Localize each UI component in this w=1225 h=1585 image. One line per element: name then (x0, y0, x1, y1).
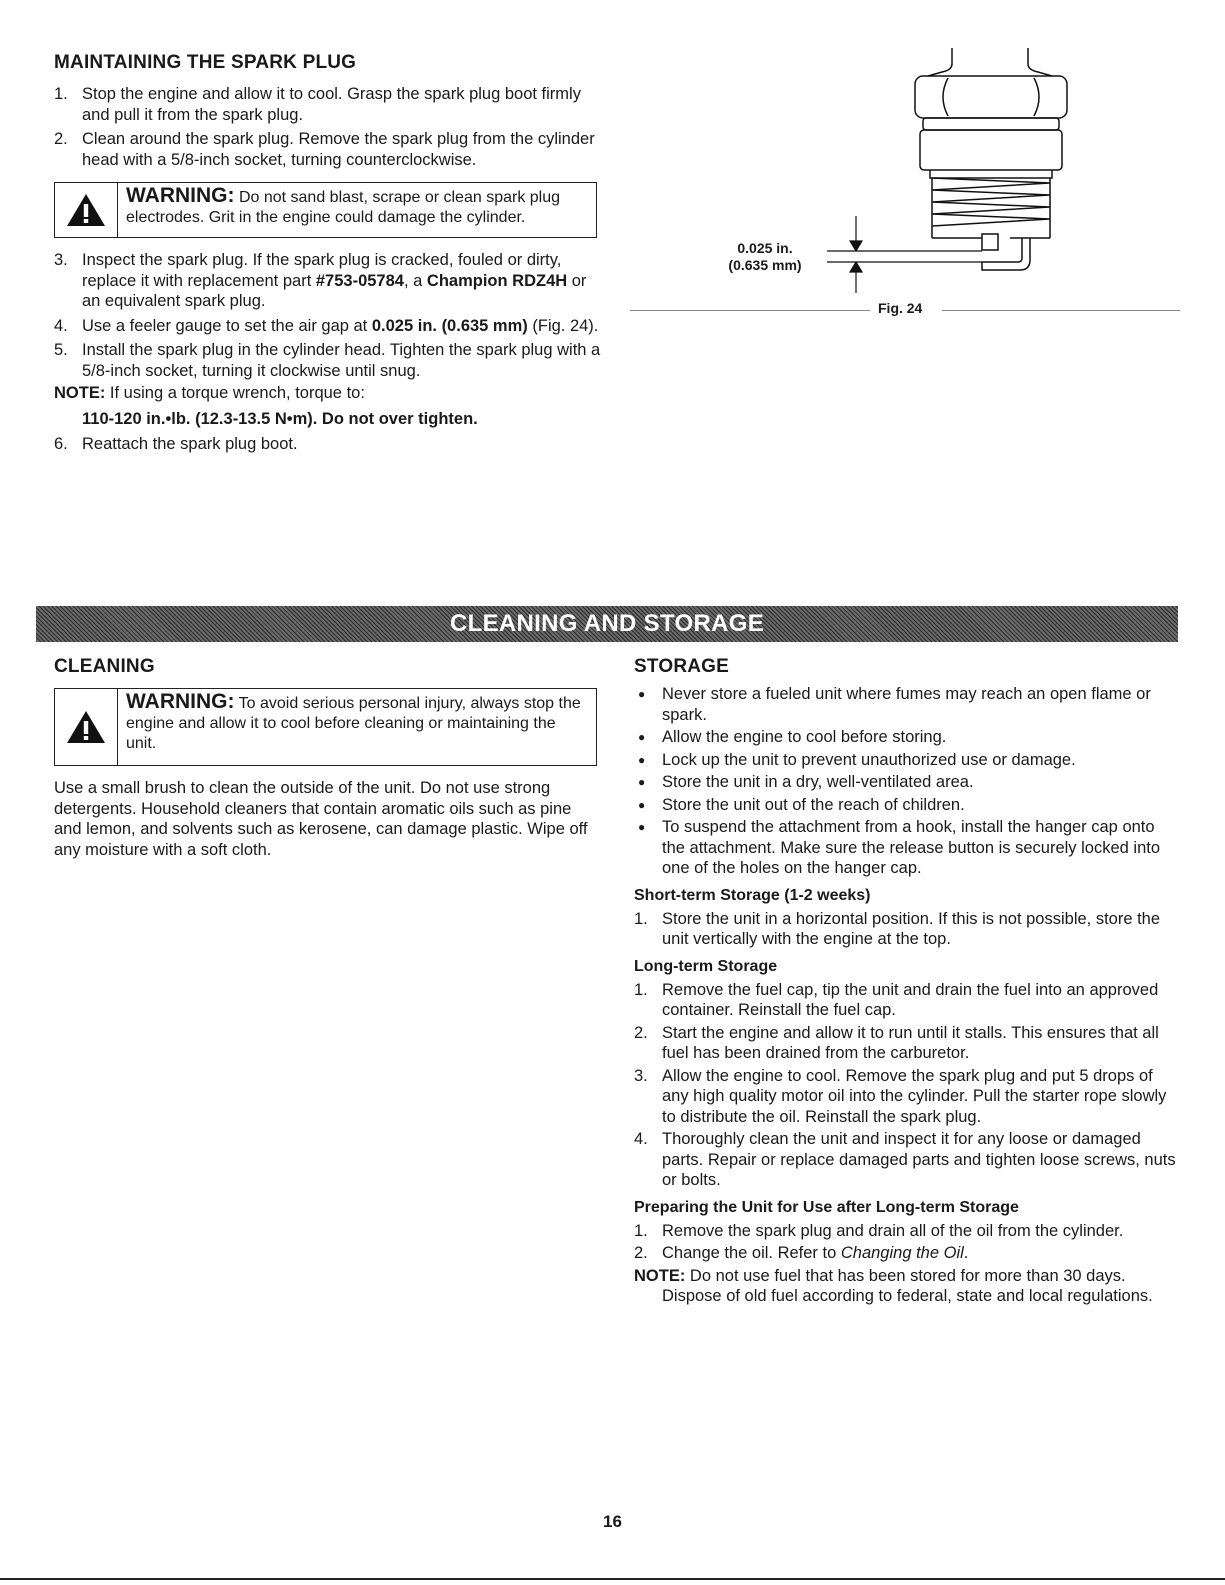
list-item: 2. Start the engine and allow it to run until it stalls. This ensures that all fuel has been drained from the carburetor. (634, 1023, 1159, 1062)
list-item: 3. Allow the engine to cool. Remove the spark plug and put 5 drops of any high quality motor oil into the cylinder. Pull the starter rope slowly to distribute the oil. Reinstall the spark plug. (634, 1066, 1167, 1126)
list-item: ● Store the unit out of the reach of children. (638, 795, 965, 814)
spark-steps-b (54, 250, 604, 381)
banner-title: CLEANING AND STORAGE (449, 610, 764, 637)
cleaning-section (54, 656, 604, 860)
subheading-long-term: Long-term Storage (634, 957, 778, 975)
subheading-short-term: Short-term Storage (1-2 weeks) (634, 886, 871, 904)
list-item: 1. Remove the fuel cap, tip the unit and drain the fuel into an approved container. Reinstall the fuel cap. (634, 980, 1159, 1019)
prep-steps (634, 1221, 1182, 1264)
storage-section (634, 656, 1182, 1307)
page-bottom-rule (0, 1578, 1225, 1580)
figure-24 (630, 48, 1180, 328)
spark-steps-a (54, 84, 604, 170)
section-heading-spark-plug: MAINTAINING THE SPARK PLUG (54, 52, 357, 73)
list-item: 1. Stop the engine and allow it to cool. Grasp the spark plug boot firmly and pull it from the spark plug. (54, 85, 581, 124)
section-heading-cleaning: CLEANING (54, 656, 155, 677)
warning-triangle-icon (55, 183, 118, 237)
short-term-steps (634, 909, 1182, 950)
list-item: ● To suspend the attachment from a hook, install the hanger cap onto the attachment. Make sure the release button is securely locked into one of the holes on the hanger cap. (638, 818, 1161, 877)
section-heading-storage: STORAGE (634, 656, 730, 677)
list-item: ● Lock up the unit to prevent unauthorized use or damage. (638, 750, 1076, 769)
warning-triangle-icon (55, 689, 118, 765)
reference-link-text: Changing the Oil (840, 1244, 964, 1262)
list-item: 4. Use a feeler gauge to set the air gap at 0.025 in. (0.635 mm) (Fig. 24). (54, 316, 599, 335)
section-banner (36, 606, 1178, 642)
part-number: #753-05784 (315, 271, 404, 290)
subheading-prep: Preparing the Unit for Use after Long-term Storage (634, 1198, 1019, 1216)
list-item: ● Store the unit in a dry, well-ventilated area. (638, 773, 974, 791)
warning-text: WARNING: Do not sand blast, scrape or clean spark plug electrodes. Grit in the engine could damage the cylinder. (126, 184, 561, 226)
list-item: 5. Install the spark plug in the cylinder head. Tighten the spark plug with a 5/8-inch socket, turning it clockwise until snug. (54, 341, 601, 380)
list-item: 2. Clean around the spark plug. Remove the spark plug from the cylinder head with a 5/8-inch socket, turning counterclockwise. (54, 130, 595, 169)
list-item: 1. Remove the spark plug and drain all of the oil from the cylinder. (634, 1221, 1124, 1240)
figure-caption: Fig. 24 (878, 300, 923, 316)
spark-plug-section (54, 52, 604, 454)
storage-note: NOTE: Do not use fuel that has been stored for more than 30 days. Dispose of old fuel according to federal, state and local regulations. (634, 1266, 1153, 1305)
divider (630, 310, 870, 311)
torque-spec: 110-120 in.•lb. (12.3-13.5 N•m). Do not over tighten. (82, 409, 478, 428)
list-item: 1. Store the unit in a horizontal position. If this is not possible, store the unit vertically with the engine at the top. (634, 909, 1161, 948)
long-term-steps (634, 980, 1182, 1191)
divider (942, 310, 1180, 311)
warning-text: WARNING: To avoid serious personal injury, always stop the engine and allow it to cool before cleaning or maintaining the unit. (126, 690, 581, 752)
list-item: 3. Inspect the spark plug. If the spark plug is cracked, fouled or dirty, replace it with replacement part #753-05784, a Champion RDZ4H or an equivalent spark plug. (54, 251, 587, 310)
torque-note: NOTE: If using a torque wrench, torque to: (54, 384, 365, 402)
spark-warning-box (54, 182, 597, 238)
cleaning-paragraph: Use a small brush to clean the outside of the unit. Do not use strong detergents. Household cleaners that contain aromatic oils such as pine and lemon, and solvents such as kerosene, can damage plastic. Wipe off any moisture with a soft cloth. (54, 779, 588, 859)
list-item: 2. Change the oil. Refer to Changing the Oil. (634, 1244, 969, 1262)
list-item: ● Allow the engine to cool before storing. (638, 728, 947, 746)
cleaning-warning-box (54, 688, 597, 766)
gap-label: 0.025 in. (0.635 mm) (728, 240, 802, 273)
list-item: ● Never store a fueled unit where fumes may reach an open flame or spark. (638, 685, 1151, 724)
spark-steps-c (54, 434, 604, 455)
brand-name: Champion RDZ4H (426, 271, 568, 290)
list-item: 4. Thoroughly clean the unit and inspect it for any loose or damaged parts. Repair or replace damaged parts and tighten loose screws, nuts or bolts. (634, 1130, 1176, 1189)
gap-value: 0.025 in. (0.635 mm) (371, 316, 528, 335)
storage-bullets (634, 684, 1182, 879)
figure-caption-row (630, 300, 1180, 320)
list-item: 6. Reattach the spark plug boot. (54, 434, 298, 453)
page-number: 16 (603, 1512, 622, 1531)
